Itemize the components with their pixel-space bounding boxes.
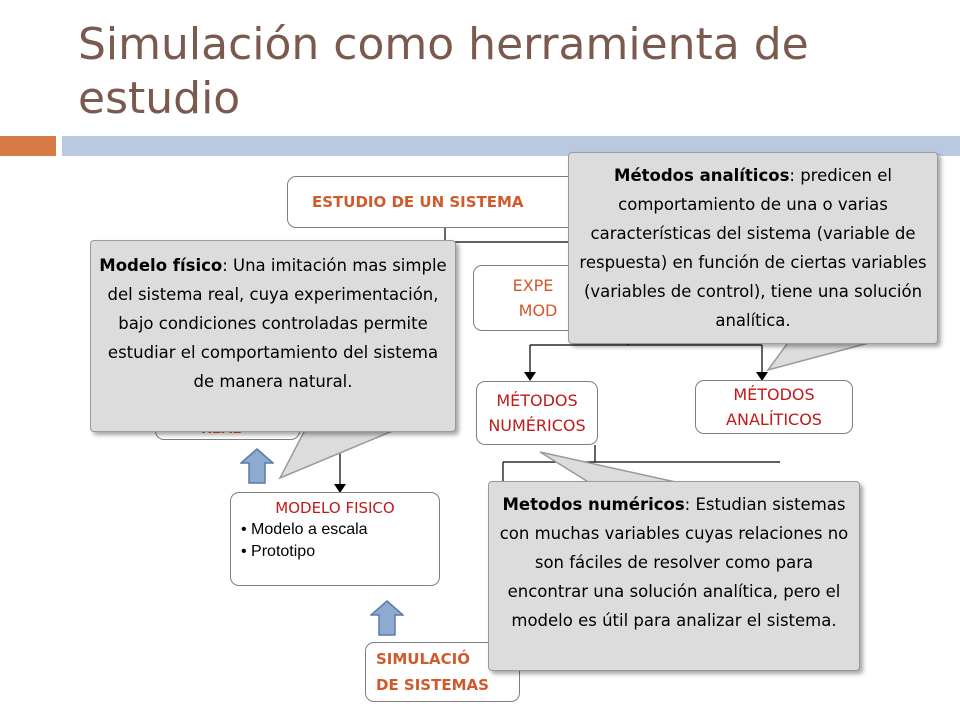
list-item: • Modelo a escala <box>241 519 429 541</box>
callout-term: Metodos numéricos <box>502 495 685 514</box>
callout-text: : Una imitación mas simple del sistema real, cuya experimentación, bajo condiciones controladas permite estudiar el comportamiento del sistema de manera natural. <box>107 256 447 391</box>
callout-metodos-numericos <box>488 481 860 671</box>
callout-term: Modelo físico <box>99 256 223 275</box>
metodos-analiticos-label: MÉTODOS ANALÍTICOS <box>726 385 822 429</box>
callout-text: : predicen el comportamiento de una o varias características del sistema (variable de respuesta) en función de ciertas variables (variables de control), tiene una solución analítica. <box>579 166 927 330</box>
callout-term: Métodos analíticos <box>614 166 790 185</box>
metodos-numericos-label: MÉTODOS NUMÉRICOS <box>488 391 586 435</box>
experimentacion-label-line2: MOD <box>518 301 558 320</box>
estudio-sistema-label: ESTUDIO DE UN SISTEMA <box>312 193 524 211</box>
callout-modelo-fisico <box>90 240 456 432</box>
list-item: • Prototipo <box>241 541 429 563</box>
simulacion-label-line1: SIMULACIÓ <box>376 650 470 668</box>
callout-metodos-analiticos <box>568 152 938 344</box>
simulacion-label-line2: DE SISTEMAS <box>376 676 489 694</box>
experimentacion-label-line1: EXPE <box>512 276 554 295</box>
slide-title: Simulación como herramienta de estudio <box>78 19 809 124</box>
modelo-fisico-title: MODELO FISICO <box>275 499 395 517</box>
callout-text: : Estudian sistemas con muchas variables cuyas relaciones no son fáciles de resolver como para encontrar una solución analítica, pero el modelo es útil para analizar el sistema. <box>499 495 849 630</box>
